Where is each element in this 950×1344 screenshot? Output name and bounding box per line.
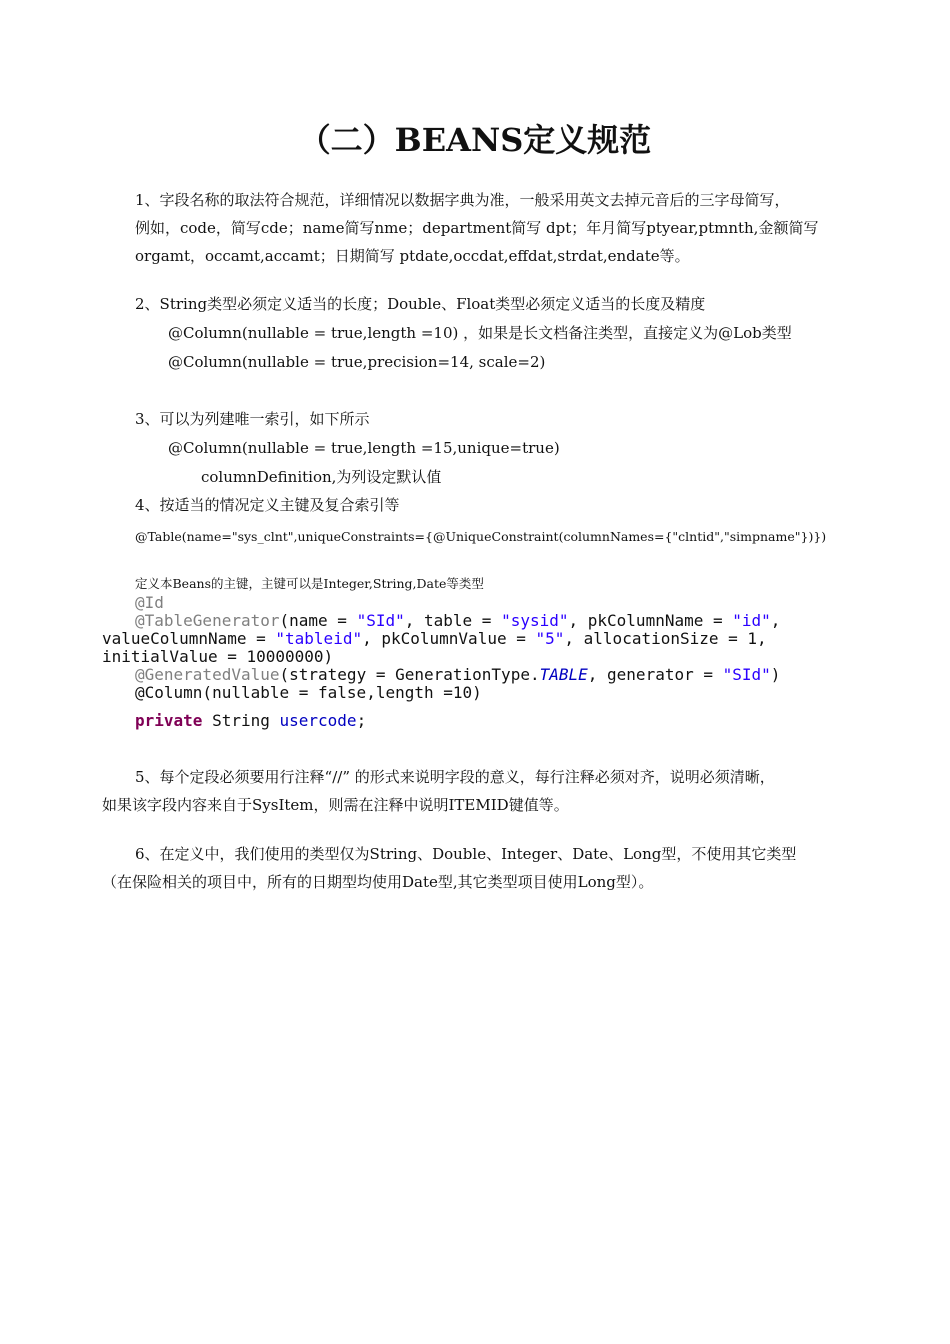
- code-initial-value: initialValue = 10000000): [102, 647, 334, 666]
- keyword-private: private: [135, 711, 203, 730]
- code-text: , table =: [404, 611, 502, 630]
- code-string: "5": [535, 629, 565, 648]
- code-type: String: [202, 711, 280, 730]
- annotation-id: @Id: [135, 593, 164, 612]
- rule-4-heading: 4、按适当的情况定义主键及复合索引等: [135, 496, 400, 514]
- code-value-column: [102, 630, 767, 648]
- code-generated-value: [135, 666, 780, 684]
- rule-6-line-1: 6、在定义中，我们使用的类型仅为String、Double、Integer、Date、Long型，不使用其它类型: [135, 845, 797, 863]
- rule-5-line-1: 5、每个定段必须要用行注释“//” 的形式来说明字段的意义，每行注释必须对齐，说明必须清晰，: [135, 768, 775, 786]
- code-id-annotation: [135, 594, 164, 612]
- code-text: valueColumnName =: [102, 629, 276, 648]
- code-text: ): [770, 665, 781, 684]
- code-text: , pkColumnValue =: [362, 629, 536, 648]
- rule-4-table-example: @Table(name="sys_clnt",uniqueConstraints={@UniqueConstraint(columnNames={"clntid","simpname"})}): [135, 529, 827, 544]
- code-string: "SId": [356, 611, 405, 630]
- rule-5-line-2: 如果该字段内容来自于SysItem，则需在注释中说明ITEMID键值等。: [102, 796, 569, 814]
- code-string: "id": [732, 611, 771, 630]
- rule-3-note: columnDefinition,为列设定默认值: [201, 468, 442, 486]
- rule-2-example-1: @Column(nullable = true,length =10) ，如果是长文档备注类型，直接定义为@Lob类型: [168, 324, 792, 342]
- rule-6-line-2: （在保险相关的项目中，所有的日期型均使用Date型,其它类型项目使用Long型）。: [102, 873, 654, 891]
- rule-2-example-2: @Column(nullable = true,precision=14, scale=2): [168, 353, 546, 371]
- code-field-name: usercode: [279, 711, 357, 730]
- code-text: , allocationSize = 1,: [564, 629, 767, 648]
- code-table-generator: [135, 612, 780, 630]
- page-title: （二）BEANS定义规范: [298, 121, 652, 159]
- code-text: (strategy = GenerationType.: [279, 665, 540, 684]
- rule-3-example: @Column(nullable = true,length =15,unique=true): [168, 439, 560, 457]
- rule-2-heading: 2、String类型必须定义适当的长度；Double、Float类型必须定义适当的长度及精度: [135, 295, 706, 313]
- code-text: , generator =: [587, 665, 723, 684]
- rule-3-heading: 3、可以为列建唯一索引，如下所示: [135, 410, 370, 428]
- annotation-table-generator: @TableGenerator: [135, 611, 280, 630]
- code-constant: TABLE: [539, 665, 588, 684]
- code-string: "sysid": [501, 611, 569, 630]
- code-text: , pkColumnName =: [568, 611, 733, 630]
- code-string: "tableid": [275, 629, 363, 648]
- code-field-declaration: [135, 712, 366, 730]
- code-column: @Column(nullable = false,length =10): [135, 683, 482, 702]
- annotation-generated-value: @GeneratedValue: [135, 665, 280, 684]
- code-text: ,: [770, 611, 781, 630]
- rule-1-line-3: orgamt，occamt,accamt；日期简写 ptdate,occdat,effdat,strdat,endate等。: [135, 247, 690, 265]
- code-string: "SId": [722, 665, 771, 684]
- code-text: (name =: [279, 611, 357, 630]
- code-text: ;: [356, 711, 367, 730]
- rule-1-line-2: 例如，code，简写cde；name简写nme；department简写 dpt；年月简写ptyear,ptmnth,金额简写: [135, 219, 819, 237]
- rule-1-line-1: 1、字段名称的取法符合规范，详细情况以数据字典为准，一般采用英文去掉元音后的三字母简写，: [135, 191, 790, 209]
- rule-4-primary-key-note: 定义本Beans的主键，主键可以是Integer,String,Date等类型: [135, 576, 484, 591]
